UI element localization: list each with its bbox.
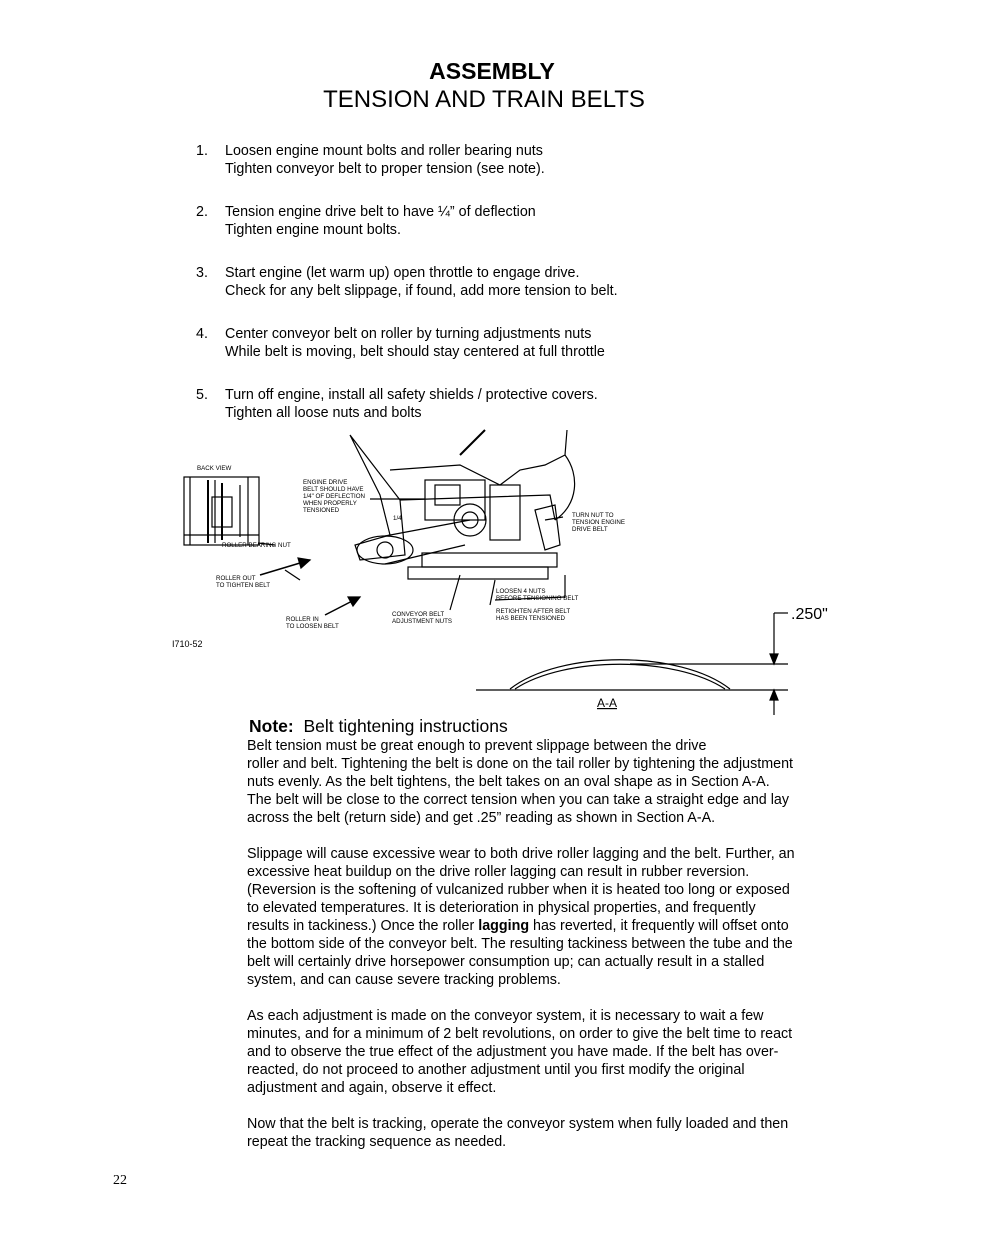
figure-label: TURN NUT TO	[572, 512, 614, 519]
note-line: belt will certainly drive horsepower consumption up; can actually result in a stalled	[247, 954, 765, 970]
step-number: 4.	[196, 326, 208, 342]
step-line: Check for any belt slippage, if found, add more tension to belt.	[225, 283, 618, 299]
step-number: 3.	[196, 265, 208, 281]
note-emphasis: lagging	[478, 918, 530, 934]
step-line: Tension engine drive belt to have ¼” of deflection	[225, 204, 536, 220]
step-line: Tighten all loose nuts and bolts	[225, 405, 422, 421]
figure-label: DRIVE BELT	[572, 526, 608, 533]
figure-label: TENSIONED	[303, 507, 340, 514]
note-line: reacted, do not proceed to another adjustment until you first modify the original	[247, 1062, 745, 1078]
step-line: Turn off engine, install all safety shields / protective covers.	[225, 387, 598, 403]
conveyor-machine	[350, 430, 575, 579]
note-line: across the belt (return side) and get .25” reading as shown in Section A-A.	[247, 810, 716, 826]
figure-callouts	[197, 465, 625, 630]
figure-label: ADJUSTMENT NUTS	[392, 618, 453, 625]
note-paragraph	[247, 845, 867, 989]
section-label: A-A	[597, 696, 618, 710]
note-line: roller and belt. Tightening the belt is done on the tail roller by tightening the adjustment	[247, 756, 794, 772]
note-line: and to observe the true effect of the adjustment you have made. If the belt has over-	[247, 1044, 779, 1060]
note-paragraph	[247, 1115, 867, 1151]
section-a-a	[476, 613, 788, 715]
page-number: 22	[113, 1173, 127, 1188]
note-line: (Reversion is the softening of vulcanized rubber when it is heated too long or exposed	[247, 882, 790, 898]
note-line: The belt will be close to the correct tension when you can take a straight edge and lay	[247, 792, 790, 808]
step-line: Tighten conveyor belt to proper tension (see note).	[225, 161, 545, 177]
dimension-label: .250"	[791, 606, 828, 623]
note-body	[247, 737, 867, 1169]
figure-label: 1/4	[393, 515, 402, 522]
note-line: system, and can cause severe tracking problems.	[247, 972, 561, 988]
note-line: adjustment and again, observe it effect.	[247, 1080, 497, 1096]
note-line: As each adjustment is made on the conveyor system, it is necessary to wait a few	[247, 1008, 764, 1024]
step-line: While belt is moving, belt should stay centered at full throttle	[225, 344, 605, 360]
step-item	[196, 142, 545, 178]
note-line: to elevated temperatures. It is deterioration in physical properties, and frequently	[247, 900, 756, 916]
step-item	[196, 386, 598, 422]
step-number: 1.	[196, 143, 208, 159]
note-text: results in tackiness.) Once the roller	[247, 918, 479, 934]
figure-label: TO TIGHTEN BELT	[216, 582, 270, 589]
step-line: Loosen engine mount bolts and roller bearing nuts	[225, 143, 543, 159]
note-line	[247, 917, 867, 935]
drawing-number: I710-52	[172, 639, 203, 649]
note-paragraph	[247, 737, 867, 827]
note-line: the bottom side of the conveyor belt. The resulting tackiness between the tube and the	[247, 936, 793, 952]
step-number: 2.	[196, 204, 208, 220]
page-subtitle: TENSION AND TRAIN BELTS	[323, 86, 645, 113]
note-line: repeat the tracking sequence as needed.	[247, 1134, 507, 1150]
note-paragraph	[247, 1007, 867, 1097]
figure-label: LOOSEN 4 NUTS	[496, 588, 546, 595]
note-text: has reverted, it frequently will offset onto	[529, 918, 789, 934]
figure-label: BEFORE TENSIONING BELT	[496, 595, 579, 602]
step-line: Start engine (let warm up) open throttle to engage drive.	[225, 265, 580, 281]
figure-label: RETIGHTEN AFTER BELT	[496, 608, 571, 615]
figure-label: TO LOOSEN BELT	[286, 623, 339, 630]
figure-label: ROLLER OUT	[216, 575, 256, 582]
note-title: Belt tightening instructions	[303, 716, 508, 736]
figure-label: ROLLER BEARING NUT	[222, 542, 291, 549]
figure-label: BELT SHOULD HAVE	[303, 486, 364, 493]
note-label: Note:	[249, 716, 294, 736]
note-line: nuts evenly. As the belt tightens, the belt takes on an oval shape as in Section A-A.	[247, 774, 770, 790]
note-line: excessive heat buildup on the drive roller lagging can result in rubber reversion.	[247, 864, 750, 880]
figure-label: BACK VIEW	[197, 465, 232, 472]
figure-label: HAS BEEN TENSIONED	[496, 615, 565, 622]
step-line: Tighten engine mount bolts.	[225, 222, 401, 238]
note-heading	[249, 715, 508, 737]
step-item	[196, 264, 618, 300]
figure-label: ENGINE DRIVE	[303, 479, 348, 486]
note-line: Now that the belt is tracking, operate the conveyor system when fully loaded and then	[247, 1116, 789, 1132]
step-number: 5.	[196, 387, 208, 403]
note-line: Slippage will cause excessive wear to both drive roller lagging and the belt. Further, an	[247, 846, 795, 862]
step-item	[196, 203, 536, 239]
direction-arrows	[260, 558, 360, 615]
page-title: ASSEMBLY	[429, 58, 555, 84]
step-line: Center conveyor belt on roller by turning adjustments nuts	[225, 326, 592, 342]
note-line: minutes, and for a minimum of 2 belt revolutions, on order to give the belt time to react	[247, 1026, 793, 1042]
figure-label: TENSION ENGINE	[572, 519, 625, 526]
back-view-inset	[184, 477, 259, 545]
figure-label: WHEN PROPERLY	[303, 500, 357, 507]
figure-label: 1/4" OF DEFLECTION	[303, 493, 366, 500]
note-line: Belt tension must be great enough to prevent slippage between the drive	[247, 738, 707, 754]
step-item	[196, 325, 605, 361]
belt-tension-diagram	[160, 425, 828, 720]
figure-label: CONVEYOR BELT	[392, 611, 445, 618]
figure-label: ROLLER IN	[286, 616, 319, 623]
